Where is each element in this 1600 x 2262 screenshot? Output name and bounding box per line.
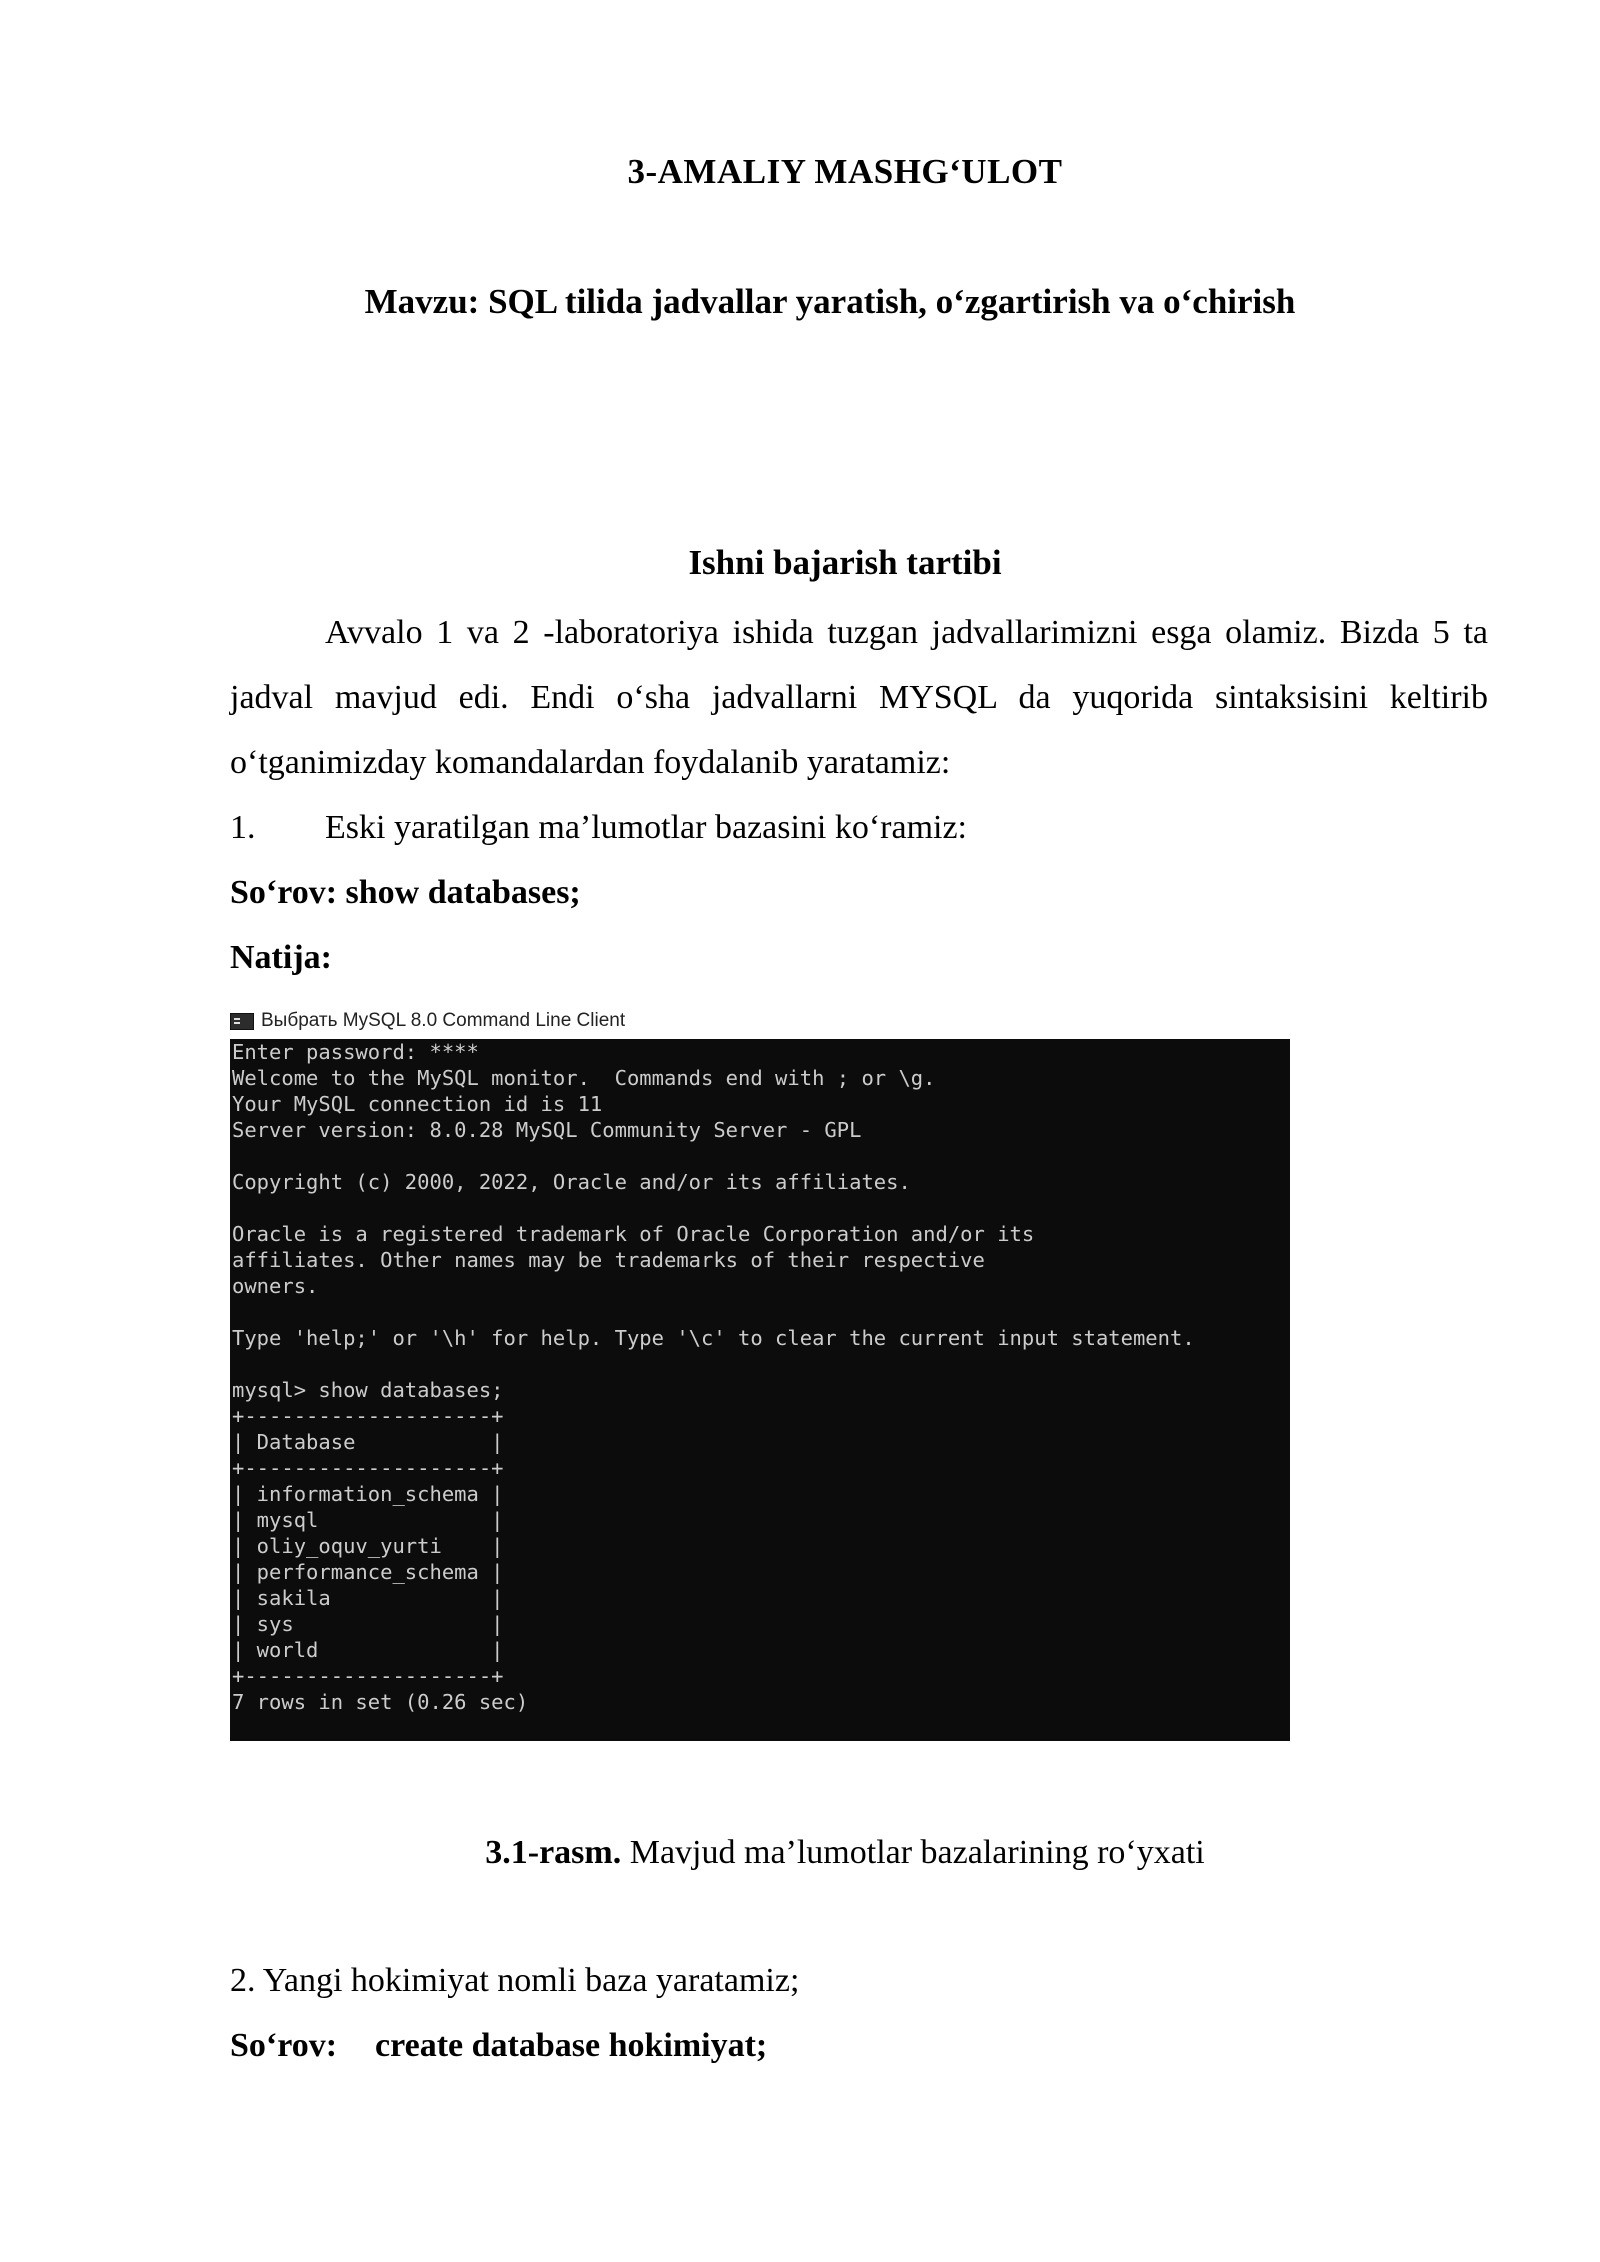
terminal-line	[232, 1195, 1290, 1221]
terminal-line: +--------------------+	[232, 1456, 504, 1480]
terminal-line: Oracle is a registered trademark of Oracle Corporation and/or its	[232, 1222, 1035, 1246]
terminal-line: 7 rows in set (0.26 sec)	[232, 1690, 529, 1714]
terminal-line: Enter password: ****	[232, 1040, 479, 1064]
step-1-text: Eski yaratilgan ma’lumotlar bazasini ko‘ramiz:	[325, 809, 967, 846]
terminal-line: | information_schema |	[232, 1482, 504, 1506]
step-1-number: 1.	[230, 809, 256, 846]
terminal-line: Welcome to the MySQL monitor. Commands end with ; or \g.	[232, 1066, 936, 1090]
query-2-label: So‘rov:	[230, 2027, 338, 2064]
terminal-line: | performance_schema |	[232, 1560, 504, 1584]
terminal-line: affiliates. Other names may be trademarks of their respective	[232, 1248, 985, 1272]
section-heading: Ishni bajarish tartibi	[688, 543, 1002, 582]
terminal-console	[230, 1039, 1290, 1741]
page-title: 3-AMALIY MASHG‘ULOT	[627, 152, 1063, 191]
terminal-line: | sys |	[232, 1612, 504, 1636]
console-icon	[230, 1013, 254, 1030]
terminal-line	[232, 1143, 1290, 1169]
terminal-line	[232, 1299, 1290, 1325]
query-2	[230, 2013, 767, 2078]
terminal-line: | oliy_oquv_yurti |	[232, 1534, 504, 1558]
terminal-line: Copyright (c) 2000, 2022, Oracle and/or its affiliates.	[232, 1170, 911, 1194]
terminal-line: | sakila |	[232, 1586, 504, 1610]
step-2: 2. Yangi hokimiyat nomli baza yaratamiz;	[230, 1962, 800, 1999]
step-1	[230, 795, 967, 860]
figure-caption	[0, 1820, 1600, 1885]
terminal-titlebar	[230, 1003, 1290, 1039]
query-1	[230, 860, 581, 925]
terminal-line: Your MySQL connection id is 11	[232, 1092, 603, 1116]
terminal-line: Type 'help;' or '\h' for help. Type '\c' to clear the current input statement.	[232, 1326, 1195, 1350]
figure-caption-label: 3.1-rasm.	[485, 1834, 622, 1871]
terminal-screenshot	[230, 1003, 1290, 1741]
query-1-label: So‘rov:	[230, 874, 338, 911]
terminal-line: +--------------------+	[232, 1664, 504, 1688]
terminal-line: | mysql |	[232, 1508, 504, 1532]
figure-caption-text: Mavjud ma’lumotlar bazalarining ro‘yxati	[621, 1834, 1205, 1871]
terminal-line: mysql> show databases;	[232, 1378, 504, 1402]
result-label: Natija:	[230, 939, 332, 976]
query-2-command: create database hokimiyat;	[375, 2027, 768, 2064]
terminal-line: | Database |	[232, 1430, 504, 1454]
terminal-line: | world |	[232, 1638, 504, 1662]
terminal-line: +--------------------+	[232, 1404, 504, 1428]
topic-heading: Mavzu: SQL tilida jadvallar yaratish, o‘zgartirish va o‘chirish	[364, 282, 1296, 321]
intro-paragraph: Avvalo 1 va 2 -laboratoriya ishida tuzgan jadvallarimizni esga olamiz. Bizda 5 ta jadval mavjud edi. Endi o‘sha jadvallarni MYSQL da yuqorida sintaksisini keltirib o‘tganimizday komandalardan foydalanib yaratamiz:	[230, 614, 1488, 781]
terminal-line: owners.	[232, 1274, 319, 1298]
terminal-window-title: Выбрать MySQL 8.0 Command Line Client	[261, 1010, 626, 1031]
terminal-line	[232, 1351, 1290, 1377]
query-1-command: show databases;	[345, 874, 581, 911]
terminal-line: Server version: 8.0.28 MySQL Community Server - GPL	[232, 1118, 862, 1142]
